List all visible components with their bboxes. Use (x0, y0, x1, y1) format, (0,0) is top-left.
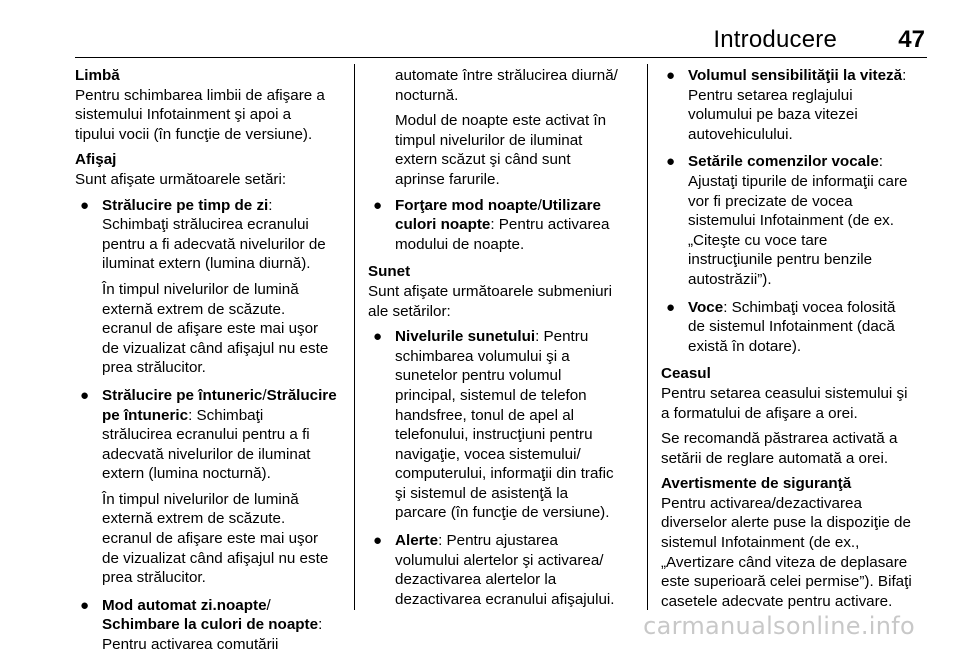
text-line: setării de reglare automată a orei. (661, 449, 889, 467)
text-line: de vizualizat când afişajul nu este (102, 549, 329, 567)
bullet-term: Alerte (395, 532, 439, 550)
text-line: „Citeşte cu voce tare (688, 231, 828, 249)
bullet-icon: ● (666, 67, 676, 84)
bullet-item-force-night (368, 196, 636, 255)
text-line: navigaţie, vocea sistemului/ (395, 445, 581, 463)
text-line: Pentru setarea ceasului sistemului şi (661, 384, 908, 402)
bullet-term: Mod automat zi.noapte (102, 596, 267, 614)
section-heading-sunet: Sunet (368, 263, 411, 281)
text-line: externă extrem de scăzute. (102, 300, 286, 318)
bullet-punct: : Schimbaţi (188, 406, 264, 424)
bullet-subparagraph (102, 280, 347, 378)
bullet-item-voice-commands (661, 152, 929, 289)
text-line: şi sistemul de asistenţă la (395, 484, 569, 502)
bullet-icon: ● (666, 298, 676, 316)
bullet-punct: : Pentru activarea (490, 216, 610, 234)
bullet-term: Strălucire (266, 386, 337, 404)
page-title: Introducere (713, 26, 837, 53)
text-line: autovehiculului. (688, 125, 793, 143)
column-divider-2 (647, 64, 648, 610)
text-line: aprinse farurile. (395, 170, 500, 188)
text-line: timpul nivelurilor de iluminat (395, 131, 583, 149)
text-line: prea strălucitor. (102, 359, 206, 377)
bullet-punct: / (262, 386, 267, 404)
text-line: volumului pe baza vitezei (688, 106, 858, 124)
bullet-term: Strălucire pe întuneric (102, 386, 263, 404)
bullet-item-alerts (368, 531, 636, 609)
text-line: de sistemul Infotainment (dacă (688, 318, 895, 336)
text-line: Pentru activarea comutării (102, 636, 279, 654)
bullet-item-daytime-brightness (75, 196, 347, 378)
text-line: sunetelor pentru volumul (395, 367, 562, 385)
sunet-intro (368, 282, 636, 321)
text-line: iluminat extern (lumina diurnă). (102, 255, 311, 273)
section-heading-avertismente: Avertismente de siguranţă (661, 475, 852, 493)
bullet-item-sound-levels (368, 327, 636, 523)
watermark: carmanualsonline.info (643, 612, 915, 640)
page-number: 47 (898, 26, 925, 53)
bullet-punct: : (878, 153, 884, 171)
column-1 (75, 66, 347, 663)
text-line: adecvată nivelurilor de iluminat (102, 445, 311, 463)
text-line: „Avertizare când viteza de deplasare (661, 553, 908, 571)
bullet-term: Voce (688, 298, 724, 316)
text-line: handsfree, tonul de apel al (395, 406, 575, 424)
bullet-punct: / (266, 596, 271, 614)
bullet-continuation (368, 66, 636, 190)
avertismente-text (661, 494, 929, 612)
bullet-icon: ● (373, 196, 383, 214)
text-line: ecranul de afişare este mai uşor (102, 320, 319, 338)
text-line: Pentru schimbarea limbii de afişare a (75, 86, 325, 104)
bullet-subparagraph (395, 111, 636, 189)
text-line: nocturnă. (395, 86, 459, 104)
text-line: extern (lumina nocturnă). (102, 465, 271, 483)
column-2 (368, 66, 636, 617)
bullet-punct: : Pentru ajustarea (438, 532, 558, 550)
text-line: În timpul nivelurilor de lumină (102, 490, 299, 508)
limba-text (75, 86, 347, 145)
bullet-punct: : Schimbaţi vocea folosită (723, 298, 896, 316)
text-line: casetele adecvate pentru activare. (661, 592, 893, 610)
bullet-term: Strălucire pe timp de zi (102, 196, 269, 214)
bullet-term: Volumul sensibilităţii la viteză (688, 67, 903, 84)
text-line: ecranul de afişare este mai uşor (102, 530, 319, 548)
text-line: autostrăzii”). (688, 270, 772, 288)
bullet-term: Forţare mod noapte (395, 196, 538, 214)
text-line: Schimbaţi strălucirea ecranului (102, 216, 309, 234)
bullet-item-night-brightness (75, 386, 347, 588)
text-line: Sunt afişate următoarele submeniuri (368, 282, 612, 300)
afisaj-intro: Sunt afişate următoarele setări: (75, 170, 287, 188)
text-line: diverselor alerte puse la dispoziţie de (661, 514, 911, 532)
text-line: dezactivarea alertelor la (395, 571, 557, 589)
text-line: dezactivarea ecranului afişajului. (395, 590, 615, 608)
text-line: computerului, informaţii din trafic (395, 465, 614, 483)
text-line: strălucirea ecranului pentru a fi (102, 426, 310, 444)
column-divider-1 (354, 64, 355, 610)
text-line: Pentru activarea/dezactivarea (661, 494, 862, 512)
text-line: există în dotare). (688, 337, 802, 355)
text-line: modului de noapte. (395, 235, 525, 253)
bullet-term: Schimbare la culori de noapte (102, 616, 319, 634)
text-line: schimbarea volumului şi a (395, 347, 570, 365)
text-line: externă extrem de scăzute. (102, 510, 286, 528)
text-line: volumului alertelor şi activarea/ (395, 551, 604, 569)
text-line: extern scăzut şi când sunt (395, 151, 571, 169)
text-line: sistemul Infotainment (de ex., (661, 534, 860, 552)
bullet-term: pe întuneric (102, 406, 189, 424)
bullet-term: Setările comenzilor vocale (688, 153, 879, 171)
bullet-icon: ● (80, 386, 90, 404)
text-line: Pentru setarea reglajului (688, 86, 853, 104)
bullet-item-voice (661, 298, 929, 357)
text-line: ale setărilor: (368, 302, 451, 320)
bullet-icon: ● (80, 196, 90, 214)
bullet-term: Utilizare (541, 196, 601, 214)
text-line: telefonului, instrucţiuni pentru (395, 426, 593, 444)
text-line: prea strălucitor. (102, 569, 206, 587)
text-line: Modul de noapte este activat în (395, 112, 607, 130)
ceasul-text (661, 384, 929, 423)
bullet-icon: ● (373, 532, 383, 550)
header-rule (75, 57, 927, 58)
section-heading-ceasul: Ceasul (661, 365, 711, 383)
text-line: Ajustaţi tipurile de informaţii care (688, 172, 908, 190)
text-line: este superioară celei permise”). Bifaţi (661, 573, 912, 591)
section-heading-limba: Limbă (75, 67, 120, 84)
bullet-subparagraph (102, 490, 347, 588)
bullet-punct: : Pentru (535, 328, 589, 346)
text-line: vor fi precizate de vocea (688, 192, 853, 210)
text-line: de vizualizat când afişajul nu este (102, 339, 329, 357)
text-line: instrucţiunile pentru benzile (688, 251, 873, 269)
bullet-term: Nivelurile sunetului (395, 328, 536, 346)
bullet-term: culori noapte (395, 216, 491, 234)
bullet-punct: : (318, 616, 323, 634)
bullet-punct: : (268, 196, 273, 214)
text-line: pentru a fi adecvată nivelurilor de (102, 235, 326, 253)
column-3 (661, 66, 929, 617)
bullet-item-auto-mode (75, 596, 347, 655)
bullet-punct: : (902, 67, 907, 84)
bullet-item-speed-volume (661, 66, 929, 144)
text-line: Se recomandă păstrarea activată a (661, 430, 898, 448)
text-line: automate între strălucirea diurnă/ (395, 67, 618, 84)
ceasul-text-2 (661, 429, 929, 468)
bullet-icon: ● (80, 596, 90, 614)
text-line: În timpul nivelurilor de lumină (102, 280, 299, 298)
text-line: principal, sistemul de telefon (395, 386, 587, 404)
section-heading-afisaj: Afişaj (75, 151, 117, 169)
page-header (75, 26, 927, 56)
text-line: parcare (în funcţie de versiune). (395, 504, 610, 522)
text-line: tipului vocii (în funcţie de versiune). (75, 125, 313, 143)
bullet-punct: / (537, 196, 542, 214)
text-line: sistemului Infotainment şi apoi a (75, 106, 292, 124)
bullet-icon: ● (666, 153, 676, 171)
text-line: a formatului de afişare a orei. (661, 404, 858, 422)
text-line: sistemului Infotainment (de ex. (688, 212, 894, 230)
bullet-icon: ● (373, 328, 383, 346)
